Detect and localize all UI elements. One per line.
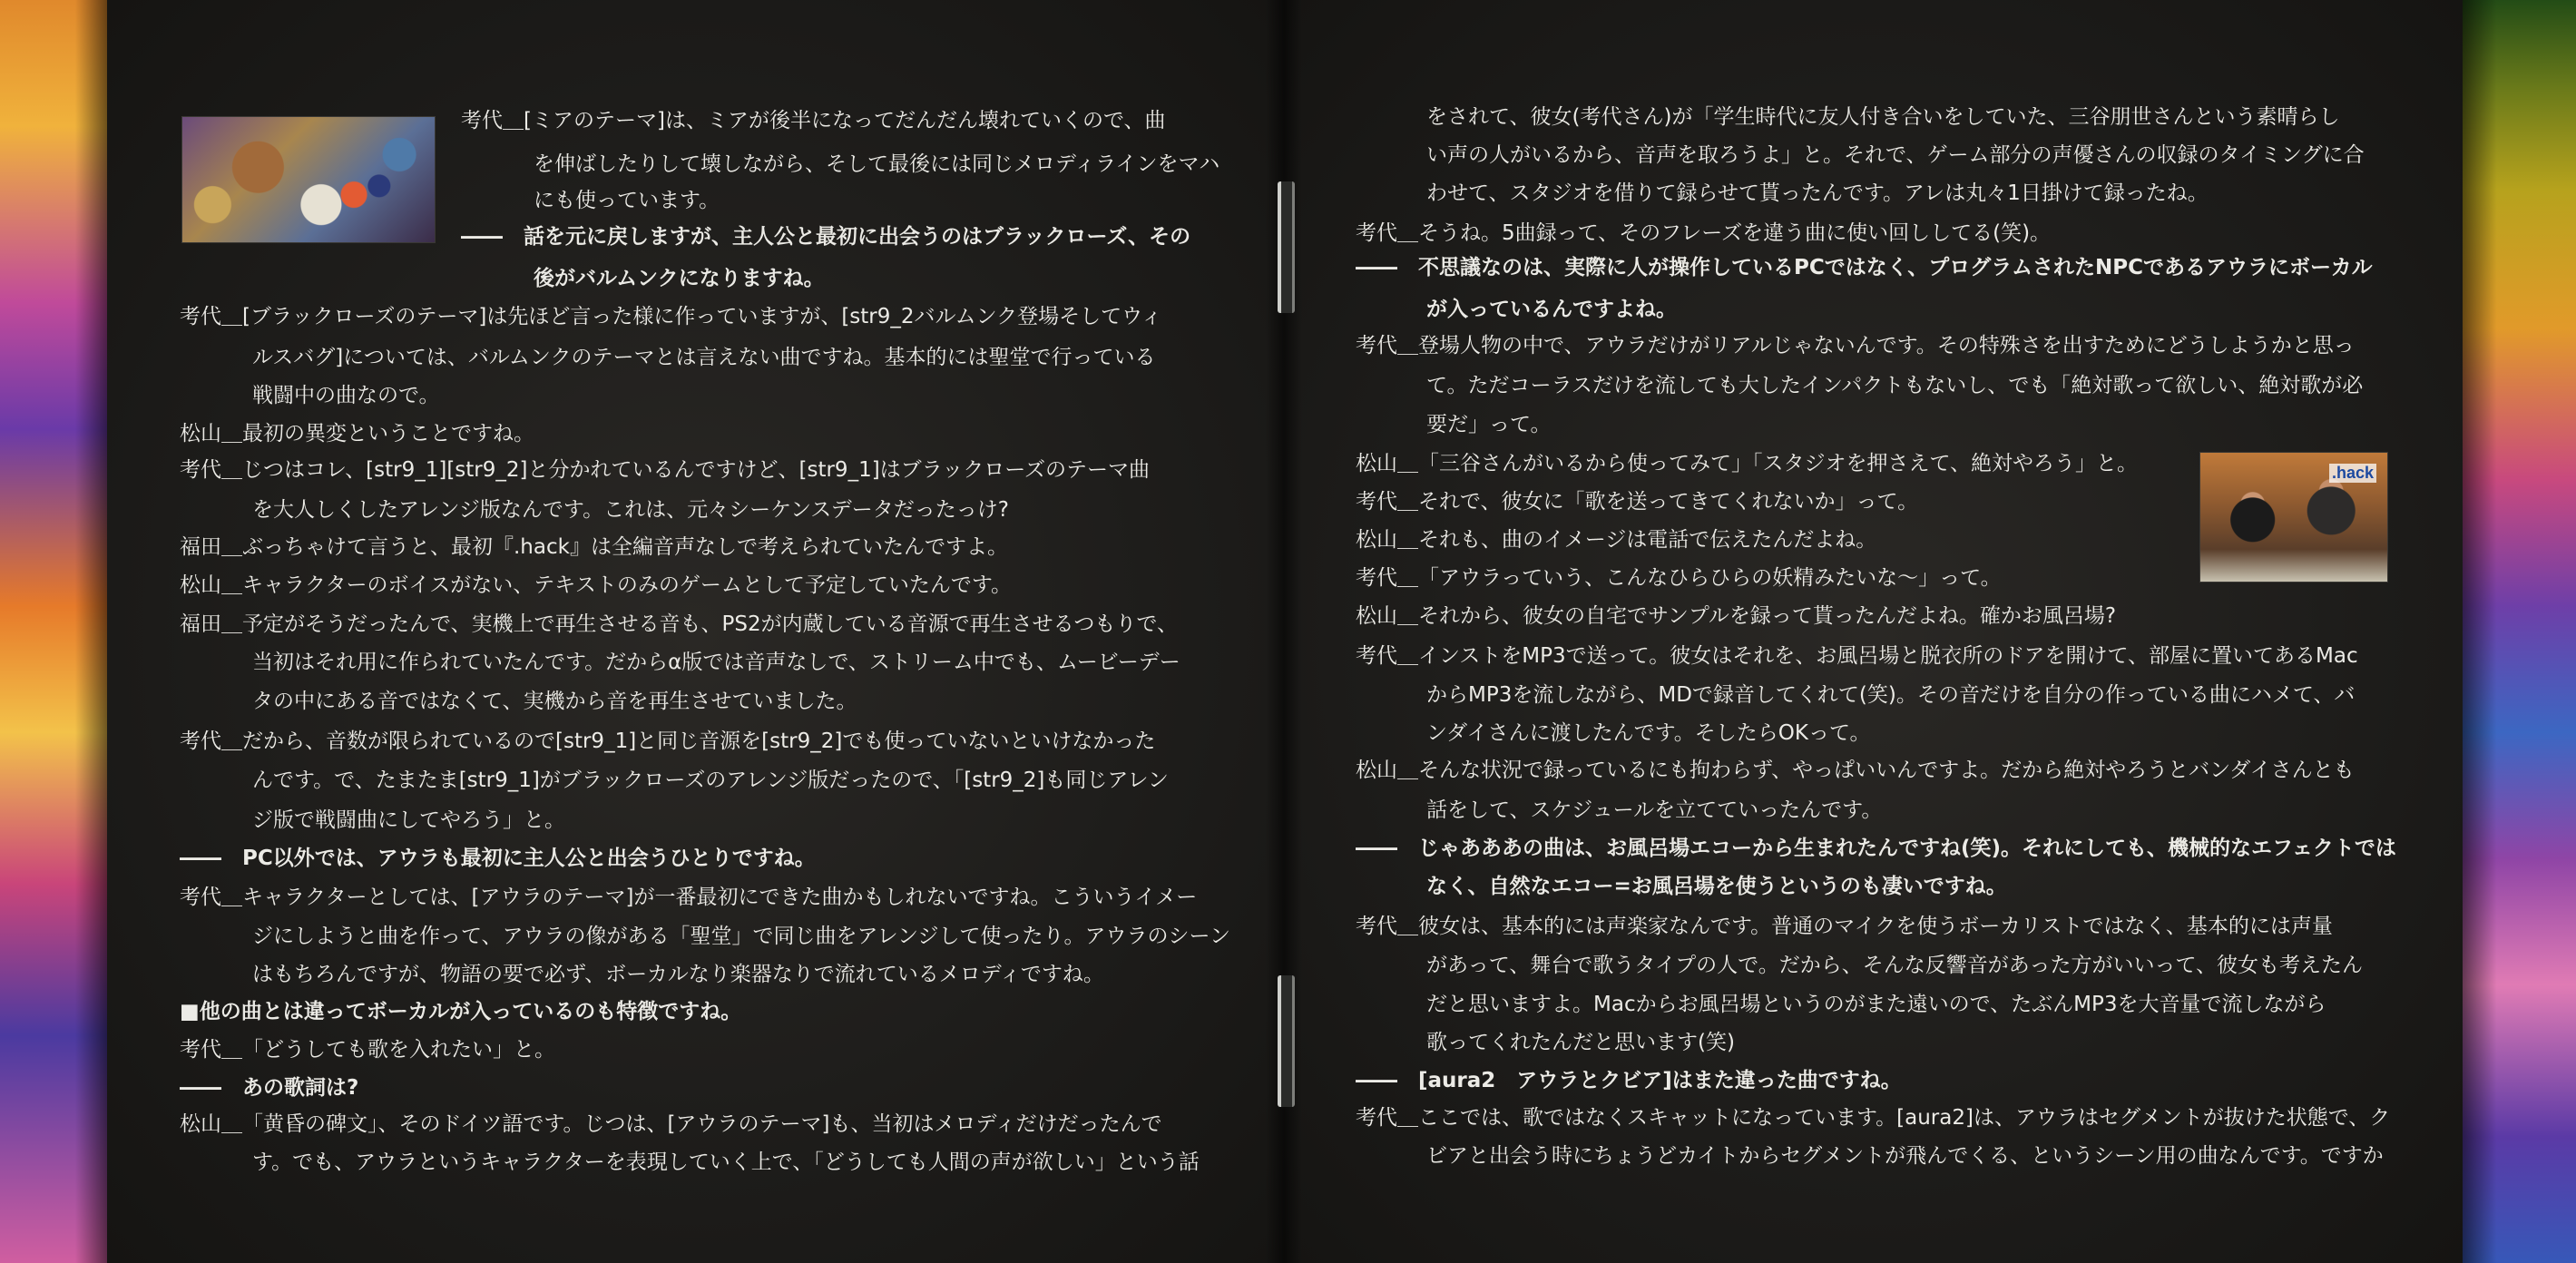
interview-line: 松山＿キャラクターのボイスがない、テキストのみのゲームとして予定していたんです。 <box>180 573 1013 597</box>
interview-line: ルスバグ]については、バルムンクのテーマとは言えない曲ですね。基本的には聖堂で行っている <box>252 346 1156 369</box>
interview-line: をされて、彼女(考代さん)が「学生時代に友人付き合いをしていた、三谷朋世さんという素晴らし <box>1426 105 2340 129</box>
interview-line: 歌ってくれたんだと思います(笑) <box>1426 1031 1735 1054</box>
left-cover-edge <box>0 0 107 1263</box>
interview-line: 松山＿最初の異変ということですね。 <box>180 422 534 445</box>
interview-line: だと思いますよ。Macからお風呂場というのがまた遠いので、たぶんMP3を大音量で流しながら <box>1426 993 2326 1016</box>
interview-line: 考代＿インストをMP3で送って。彼女はそれを、お風呂場と脱衣所のドアを開けて、部屋に置いてあるMac <box>1356 644 2358 668</box>
interview-line: 福田＿ぶっちゃけて言うと、最初『.hack』は全編音声なしで考えられていたんですよ。 <box>180 535 1008 559</box>
interview-line: はもちろんですが、物語の要で必ず、ボーカルなり楽器なりで流れているメロディですね。 <box>252 963 1104 986</box>
interview-line: 話をして、スケジュールを立てていったんです。 <box>1426 798 1883 822</box>
interview-line: わせて、スタジオを借りて録らせて貰ったんです。アレは丸々1日掛けて録ったね。 <box>1426 181 2209 205</box>
interview-line: 考代＿だから、音数が限られているので[str9_1]と同じ音源を[str9_2]でも使っていないといけなかった <box>180 729 1156 753</box>
interviewer-question: ―― [aura2 アウラとクビア]はまた違った曲ですね。 <box>1356 1069 1902 1092</box>
interview-line: があって、舞台で歌うタイプの人で。だから、そんな反響音があった方がいいって、彼女も考えたん <box>1426 954 2364 977</box>
interview-line: 考代＿ここでは、歌ではなくスキャットになっています。[aura2]は、アウラはセグメントが抜けた状態で、ク <box>1356 1106 2391 1130</box>
interview-line: ビアと出会う時にちょうどカイトからセグメントが飛んでくる、というシーン用の曲なんです。ですか <box>1426 1144 2384 1168</box>
interview-line: んです。で、たまたま[str9_1]がブラックローズのアレンジ版だったので、「[str9_2]も同じアレン <box>252 769 1169 792</box>
interviewer-question: なく、自然なエコー=お風呂場を使うというのも凄いですね。 <box>1426 875 2007 898</box>
interview-line: 考代＿[ブラックローズのテーマ]は先ほど言った様に作っていますが、[str9_2バルムンク登場そしてウィ <box>180 305 1162 328</box>
interview-line: 要だ」って。 <box>1426 413 1552 436</box>
interview-line: ンダイさんに渡したんです。そしたらOKって。 <box>1426 721 1871 745</box>
interviewer-question: ―― 話を元に戻しますが、主人公と最初に出会うのはブラックローズ、その <box>461 225 1191 249</box>
interview-line: にも使っています。 <box>534 189 720 212</box>
interview-line: 考代＿登場人物の中で、アウラだけがリアルじゃないんです。その特殊さを出すためにどうしようかと思っ <box>1356 334 2355 357</box>
interview-line: 松山＿それから、彼女の自宅でサンプルを録って貰ったんだよね。確かお風呂場? <box>1356 604 2117 628</box>
staple <box>1278 975 1295 1107</box>
interview-line: を大人しくしたアレンジ版なんです。これは、元々シーケンスデータだったっけ? <box>252 498 1009 522</box>
interview-line: ジにしようと曲を作って、アウラの像がある「聖堂」で同じ曲をアレンジして使ったり。アウラのシーン <box>252 925 1231 948</box>
interviewer-question: ―― PC以外では、アウラも最初に主人公と出会うひとりですね。 <box>180 847 816 870</box>
interview-line: 松山＿そんな状況で録っているにも拘わらず、やっぱいいんですよ。だから絶対やろうとバンダイさんとも <box>1356 759 2355 782</box>
interview-line: からMP3を流しながら、MDで録音してくれて(笑)。その音だけを自分の作っている曲にハメて、バ <box>1426 683 2356 707</box>
interviewer-question: ―― 不思議なのは、実際に人が操作しているPCではなく、プログラムされたNPCであるアウラにボーカル <box>1356 256 2373 279</box>
interview-line: を伸ばしたりして壊しながら、そして最後には同じメロディラインをマハ <box>534 152 1220 176</box>
studio-photo <box>2199 452 2388 583</box>
interview-line: ジ版で戦闘曲にしてやろう」と。 <box>252 808 565 832</box>
interview-line: 考代＿そうね。5曲録って、そのフレーズを違う曲に使い回ししてる(笑)。 <box>1356 221 2052 245</box>
interview-line: 松山＿「三谷さんがいるから使ってみて」「スタジオを押さえて、絶対やろう」と。 <box>1356 452 2139 475</box>
interview-line: 考代＿[ミアのテーマ]は、ミアが後半になってだんだん壊れていくので、曲 <box>461 109 1166 132</box>
interview-line: す。でも、アウラというキャラクターを表現していく上で、「どうしても人間の声が欲しい」という話 <box>252 1150 1200 1174</box>
interview-line: 考代＿それで、彼女に「歌を送ってきてくれないか」って。 <box>1356 490 1919 514</box>
interview-line: 考代＿じつはコレ、[str9_1][str9_2]と分かれているんですけど、[str9_1]はブラックローズのテーマ曲 <box>180 458 1151 482</box>
right-cover-edge <box>2463 0 2576 1263</box>
interview-line: 戦闘中の曲なので。 <box>252 384 440 407</box>
interview-line: 松山＿「黄昏の碑文」、そのドイツ語です。じつは、[アウラのテーマ]も、当初はメロディだけだったんで <box>180 1112 1162 1136</box>
interview-line: 松山＿それも、曲のイメージは電話で伝えたんだよね。 <box>1356 528 1877 552</box>
interview-line: 考代＿彼女は、基本的には声楽家なんです。普通のマイクを使うボーカリストではなく、基本的には声量 <box>1356 915 2333 938</box>
interview-line: い声の人がいるから、音声を取ろうよ」と。それで、ゲーム部分の声優さんの収録のタイミングに合 <box>1426 143 2365 167</box>
interview-line: タの中にある音ではなくて、実機から音を再生させていました。 <box>252 690 857 713</box>
section-heading: ■他の曲とは違ってボーカルが入っているのも特徴ですね。 <box>180 1000 742 1023</box>
character-group-artwork <box>181 116 436 243</box>
interview-line: 考代＿「どうしても歌を入れたい」と。 <box>180 1038 555 1062</box>
interviewer-question: 後がバルムンクになりますね。 <box>534 267 825 290</box>
interviewer-question: ―― あの歌詞は? <box>180 1076 359 1100</box>
interview-line: 考代＿「アウラっていう、こんなひらひらの妖精みたいな～」って。 <box>1356 566 2002 590</box>
interview-line: 当初はそれ用に作られていたんです。だからα版では音声なしで、ストリーム中でも、ムービーデー <box>252 651 1180 674</box>
interview-line: 福田＿予定がそうだったんで、実機上で再生させる音も、PS2が内蔵している音源で再生させるつもりで、 <box>180 612 1178 636</box>
staple <box>1278 181 1295 313</box>
interviewer-question: ―― じゃあああの曲は、お風呂場エコーから生まれたんですね(笑)。それにしても、機械的なエフェクトでは <box>1356 837 2396 860</box>
interview-line: て。ただコーラスだけを流しても大したインパクトもないし、でも「絶対歌って欲しい、絶対歌が必 <box>1426 374 2364 397</box>
studio-photo-caption: .hack <box>2329 464 2376 483</box>
interview-line: 考代＿キャラクターとしては、[アウラのテーマ]が一番最初にできた曲かもしれないですね。こういうイメー <box>180 886 1198 909</box>
interviewer-question: が入っているんですよね。 <box>1426 298 1677 321</box>
